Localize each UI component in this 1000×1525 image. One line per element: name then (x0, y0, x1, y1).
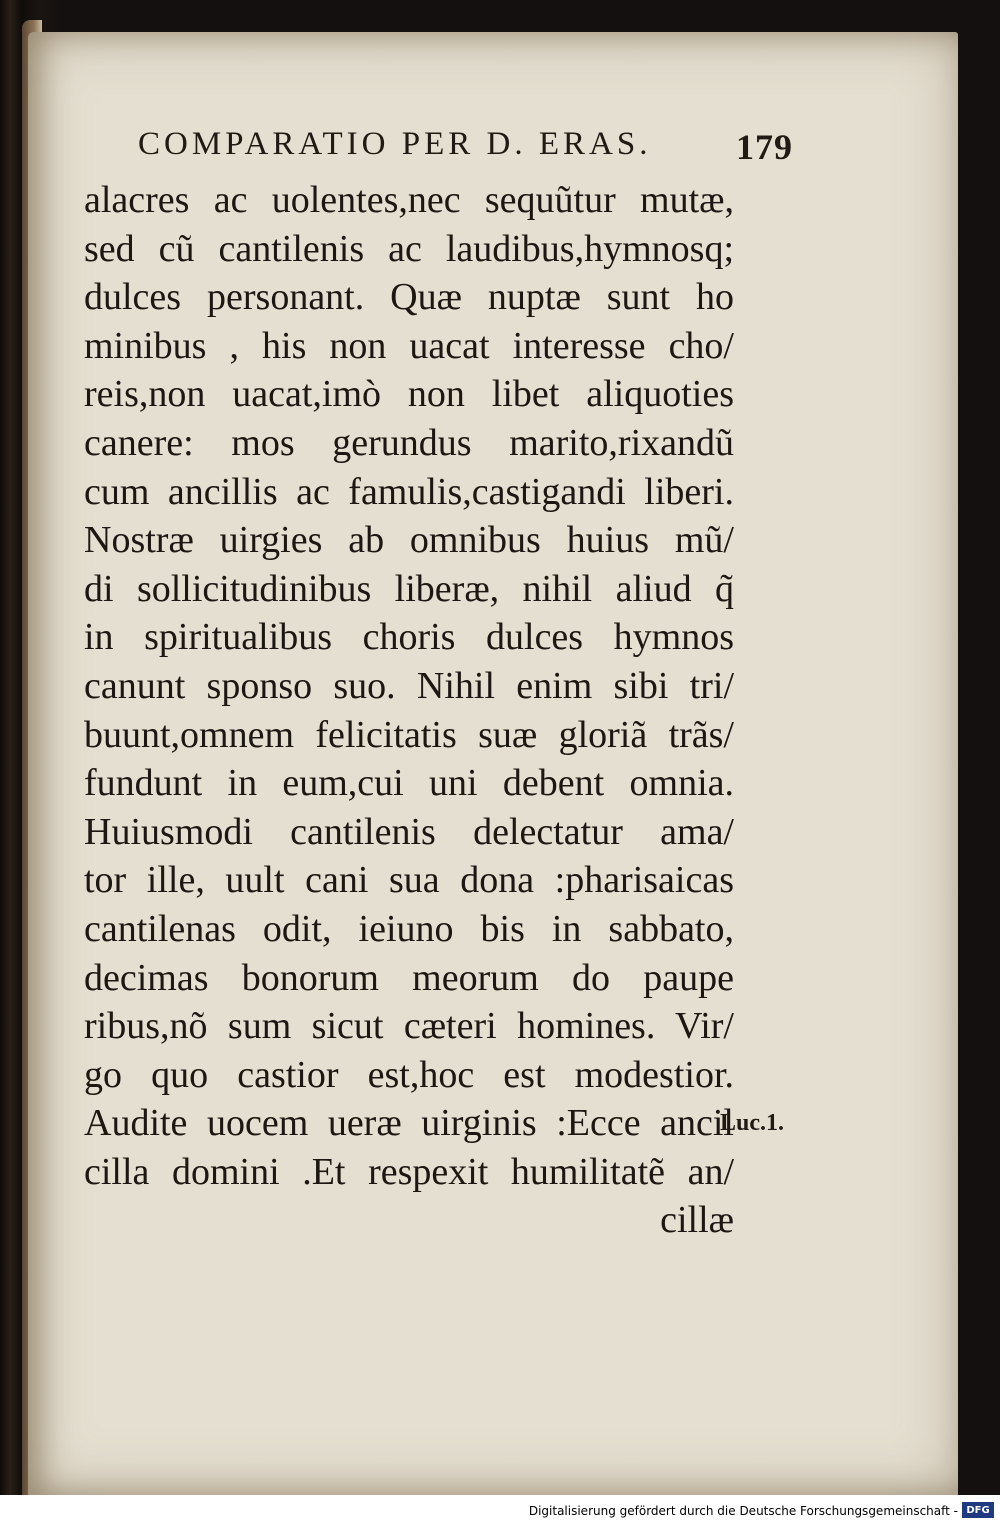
running-title: COMPARATIO PER D. ERAS. (138, 126, 652, 162)
dfg-logo: DFG (962, 1502, 994, 1518)
text-line: Nostræ uirgies ab omnibus huius mũ/ (84, 519, 734, 562)
text-line: cilla domini .Et respexit humilitatẽ an/ (84, 1150, 734, 1193)
text-line: decimas bonorum meorum do paupe (84, 956, 734, 999)
text-line: fundunt in eum,cui uni debent omnia. (84, 762, 734, 805)
text-line: cum ancillis ac famulis,castigandi liberi. (84, 470, 734, 513)
text-line: minibus , his non uacat interesse cho/ (84, 324, 734, 367)
text-line: di sollicitudinibus liberæ, nihil aliud q̃ (84, 567, 734, 610)
catchword: cillæ (660, 1199, 734, 1242)
text-line: Audite uocem ueræ uirginis :Ecce ancil (84, 1102, 734, 1145)
text-line: sed cũ cantilenis ac laudibus,hymnosq; (84, 227, 734, 270)
marginal-note: Luc.1. (720, 1110, 785, 1136)
text-line: ribus,nõ sum sicut cæteri homines. Vir/ (84, 1005, 734, 1048)
text-line: buunt,omnem felicitatis suæ gloriã trãs/ (84, 713, 734, 756)
page-number: 179 (736, 127, 793, 167)
text-line: canere: mos gerundus marito,rixandũ (84, 421, 734, 464)
body-text (84, 176, 734, 1245)
funding-credit: Digitalisierung gefördert durch die Deutsche Forschungsgemeinschaft - (528, 1504, 958, 1518)
text-line: in spiritualibus choris dulces hymnos (84, 616, 734, 659)
text-line: canunt sponso suo. Nihil enim sibi tri/ (84, 664, 734, 707)
text-line: go quo castior est,hoc est modestior. (84, 1053, 734, 1096)
text-line: tor ille, uult cani sua dona :pharisaicas (84, 859, 734, 902)
text-line: dulces personant. Quæ nuptæ sunt ho (84, 276, 734, 319)
text-line: alacres ac uolentes,nec sequũtur mutæ, (84, 179, 734, 221)
text-line: Huiusmodi cantilenis delectatur ama/ (84, 810, 734, 853)
text-line: cantilenas odit, ieiuno bis in sabbato, (84, 907, 734, 950)
text-line: reis,non uacat,imò non libet aliquoties (84, 373, 734, 416)
running-header (138, 126, 818, 167)
